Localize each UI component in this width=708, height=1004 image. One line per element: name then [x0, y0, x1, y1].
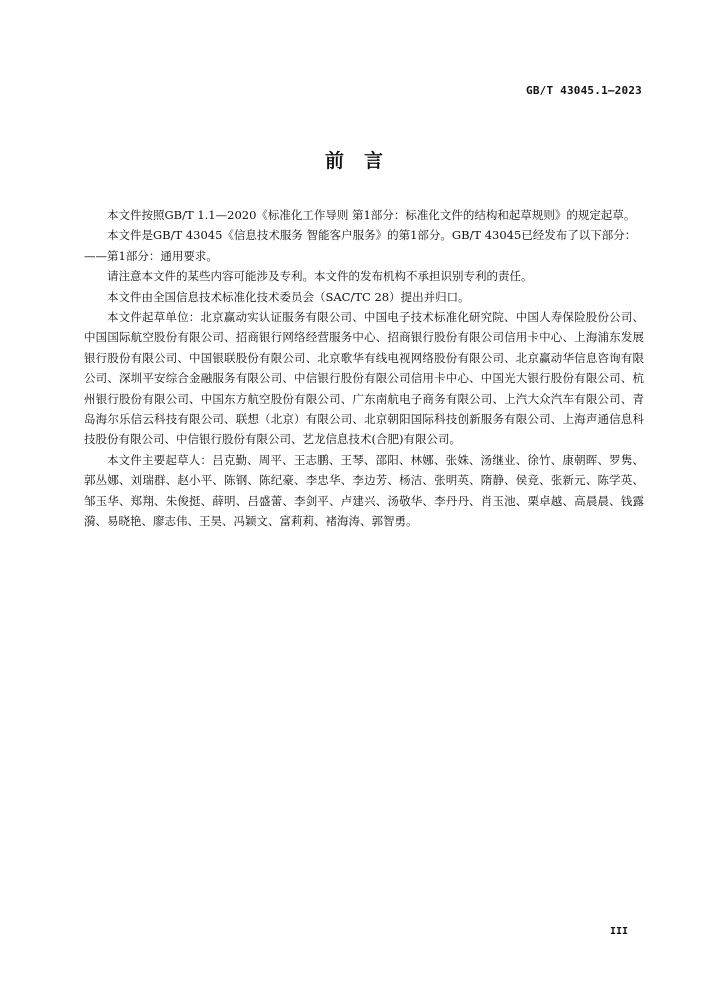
page-title: 前言 — [324, 150, 403, 172]
paragraph-drafting-units: 本文件起草单位：北京赢动实认证服务有限公司、中国电子技术标准化研究院、中国人寿保险股份公司、中国国际航空股份有限公司、招商银行网络经营服务中心、招商银行股份有限公司信用卡中心、上海浦东发展银行股份有限公司、中国银联股份有限公司、北京歌华有线电视网络股份有限公司、北京赢动华信息咨询有限公司、深圳平安综合金融服务有限公司、中信银行股份有限公司信用卡中心、中国光大银行股份有限公司、杭州银行股份有限公司、中国东方航空股份有限公司、广东南航电子商务有限公司、上汽大众汽车有限公司、青岛海尔乐信云科技有限公司、联想（北京）有限公司、北京朝阳国际科技创新服务有限公司、上海声通信息科技股份有限公司、中信银行股份有限公司、艺龙信息技术(合肥)有限公司。 — [84, 310, 644, 447]
paragraph-part-list: ——第1部分：通用要求。 — [84, 248, 218, 263]
paragraph-drafters: 本文件主要起草人：吕克勤、周平、王志鹏、王琴、邵阳、林娜、张姝、汤继业、徐竹、康朝晖、罗隽、郭丛娜、刘瑞群、赵小平、陈钢、陈纪豪、李忠华、李边芳、杨洁、张明英、隋静、侯竞、张新元、陈学英、邹玉华、郑翔、朱俊挺、薛明、吕盛蕾、李剑平、卢建兴、汤敬华、李丹丹、肖玉池、栗卓越、高晨晨、钱露漪、易晓艳、廖志伟、王昊、冯颖文、富莉莉、褚海涛、郭智勇。 — [84, 452, 644, 529]
page-number: III — [609, 926, 628, 937]
standard-code: GB/T 43045.1—2023 — [526, 84, 642, 97]
paragraph-proposer: 本文件由全国信息技术标准化技术委员会（SAC/TC 28）提出并归口。 — [107, 289, 470, 304]
paragraph-patent-notice: 请注意本文件的某些内容可能涉及专利。本文件的发布机构不承担识别专利的责任。 — [107, 269, 533, 284]
paragraph-document-part: 本文件是GB/T 43045《信息技术服务 智能客户服务》的第1部分。GB/T 43045已经发布了以下部分： — [107, 228, 637, 243]
foreword-body — [84, 205, 644, 532]
paragraph-drafting-rules: 本文件按照GB/T 1.1—2020《标准化工作导则 第1部分：标准化文件的结构和起草规则》的规定起草。 — [107, 208, 636, 222]
